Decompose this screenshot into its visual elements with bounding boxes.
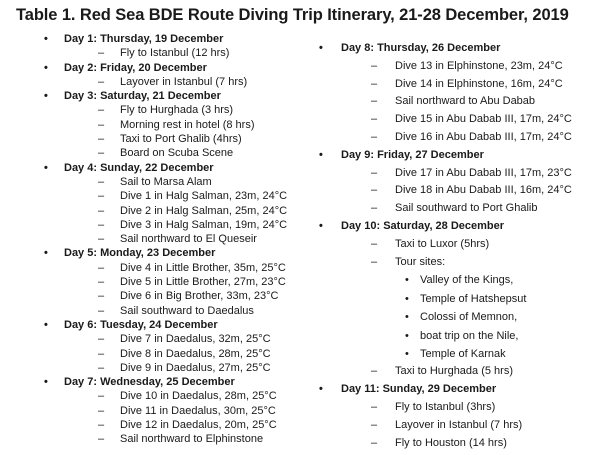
day-activities <box>341 165 602 218</box>
activity-item <box>64 432 312 446</box>
tour-site-item <box>341 345 602 363</box>
bullet-icon: • <box>44 90 48 103</box>
dash-icon: – <box>98 276 105 289</box>
day-heading: Day 3: Saturday, 21 December <box>64 90 221 103</box>
tour-site-item <box>341 308 602 326</box>
dash-icon: – <box>371 418 378 431</box>
dash-icon: – <box>98 175 105 188</box>
dash-icon: – <box>371 95 378 108</box>
activity-item <box>64 361 312 375</box>
bullet-icon: • <box>405 274 409 287</box>
dash-icon: – <box>371 400 378 413</box>
activity-text: Taxi to Hurghada (5 hrs) <box>395 365 513 378</box>
day-activities <box>64 75 312 89</box>
activity-item <box>64 175 312 189</box>
dash-icon: – <box>371 59 378 72</box>
dash-icon: – <box>98 75 105 88</box>
dash-icon: – <box>98 190 105 203</box>
activity-text: Tour sites: <box>395 255 446 268</box>
activity-item <box>64 118 312 132</box>
day-heading: Day 1: Thursday, 19 December <box>64 33 224 45</box>
activity-item <box>64 189 312 203</box>
bullet-icon: • <box>405 329 409 342</box>
activity-text: Dive 9 in Daedalus, 27m, 25°C <box>120 361 271 374</box>
bullet-icon: • <box>44 318 48 331</box>
activity-text: Dive 17 in Abu Dabab III, 17m, 23°C <box>395 166 572 179</box>
tour-site-text: boat trip on the Nile, <box>420 329 519 342</box>
activity-item <box>64 389 312 403</box>
activity-text: Sail northward to Abu Dabab <box>395 95 536 108</box>
dash-icon: – <box>98 233 105 246</box>
day-heading: Day 11: Sunday, 29 December <box>341 383 497 396</box>
day-activities <box>64 46 312 60</box>
activity-item <box>64 232 312 246</box>
bullet-icon: • <box>44 33 48 45</box>
tour-site-text: Valley of the Kings, <box>420 274 514 287</box>
activity-item <box>341 165 602 183</box>
day-activities <box>341 58 602 147</box>
activity-item <box>64 304 312 318</box>
day-activities <box>64 175 312 246</box>
day-heading: Day 5: Monday, 23 December <box>64 247 216 260</box>
dash-icon: – <box>98 304 105 317</box>
dash-icon: – <box>371 255 378 268</box>
activity-item <box>64 103 312 117</box>
activity-item <box>64 332 312 346</box>
activity-item <box>341 254 602 272</box>
tour-sites-list <box>341 271 602 363</box>
activity-item <box>64 289 312 303</box>
bullet-icon: • <box>319 148 323 161</box>
activity-text: Morning rest in hotel (8 hrs) <box>120 118 255 131</box>
activity-item <box>64 404 312 418</box>
activity-item <box>64 204 312 218</box>
day-entry <box>42 89 312 160</box>
day-heading: Day 2: Friday, 20 December <box>64 61 207 74</box>
tour-site-text: Temple of Karnak <box>420 347 506 360</box>
day-entry <box>42 32 312 61</box>
dash-icon: – <box>371 202 378 215</box>
dash-icon: – <box>371 77 378 90</box>
activity-text: Dive 8 in Daedalus, 28m, 25°C <box>120 347 271 360</box>
day-activities <box>64 103 312 160</box>
activity-text: Dive 6 in Big Brother, 33m, 23°C <box>120 290 279 303</box>
activity-text: Sail southward to Daedalus <box>120 304 254 317</box>
tour-site-item <box>341 327 602 345</box>
dash-icon: – <box>371 365 378 378</box>
activity-text: Taxi to Port Ghalib (4hrs) <box>120 133 242 146</box>
day-activities <box>341 399 602 452</box>
dash-icon: – <box>371 113 378 126</box>
activity-text: Board on Scuba Scene <box>120 147 234 160</box>
day-entry <box>42 246 312 317</box>
day-heading: Day 10: Saturday, 28 December <box>341 219 505 232</box>
tour-site-text: Temple of Hatshepsut <box>420 292 527 305</box>
activity-text: Sail northward to El Queseir <box>120 233 257 246</box>
bullet-icon: • <box>405 292 409 305</box>
dash-icon: – <box>98 133 105 146</box>
day-entry <box>42 375 312 446</box>
day-entry <box>317 40 602 147</box>
activity-text: Dive 10 in Daedalus, 28m, 25°C <box>120 390 277 403</box>
dash-icon: – <box>98 333 105 346</box>
activity-text: Dive 2 in Halg Salman, 25m, 24°C <box>120 204 288 217</box>
activity-text: Dive 1 in Halg Salman, 23m, 24°C <box>120 190 288 203</box>
activity-item <box>64 75 312 89</box>
day-entry <box>317 218 602 381</box>
day-activities <box>64 389 312 446</box>
activity-item <box>341 111 602 129</box>
dash-icon: – <box>98 390 105 403</box>
itinerary-right-column <box>317 40 602 452</box>
day-activities <box>64 332 312 375</box>
activity-item <box>64 275 312 289</box>
activity-text: Dive 14 in Elphinstone, 16m, 24°C <box>395 77 563 90</box>
dash-icon: – <box>98 47 105 60</box>
activity-item <box>341 417 602 435</box>
bullet-icon: • <box>405 347 409 360</box>
day-entry <box>317 381 602 452</box>
activity-item <box>341 93 602 111</box>
dash-icon: – <box>371 166 378 179</box>
day-heading: Day 4: Sunday, 22 December <box>64 161 214 174</box>
dash-icon: – <box>371 130 378 143</box>
activity-item <box>64 347 312 361</box>
dash-icon: – <box>98 347 105 360</box>
dash-icon: – <box>98 147 105 160</box>
day-heading: Day 9: Friday, 27 December <box>341 148 484 161</box>
activity-item <box>64 132 312 146</box>
tour-site-text: Colossi of Memnon, <box>420 311 518 324</box>
activity-item <box>341 363 602 381</box>
day-entry <box>42 161 312 247</box>
day-entry <box>317 147 602 218</box>
activity-item <box>341 76 602 94</box>
bullet-icon: • <box>319 219 323 232</box>
bullet-icon: • <box>44 247 48 260</box>
activity-item <box>341 236 602 254</box>
bullet-icon: • <box>405 311 409 324</box>
activity-item <box>64 218 312 232</box>
dash-icon: – <box>371 237 378 250</box>
activity-text: Dive 3 in Halg Salman, 19m, 24°C <box>120 218 288 231</box>
activity-item <box>341 399 602 417</box>
day-activities <box>341 236 602 381</box>
itinerary-left-column <box>42 32 312 447</box>
dash-icon: – <box>371 436 378 449</box>
day-heading: Day 6: Tuesday, 24 December <box>64 318 218 331</box>
dash-icon: – <box>98 404 105 417</box>
activity-text: Layover in Istanbul (7 hrs) <box>120 75 248 88</box>
document-title: Table 1. Red Sea BDE Route Diving Trip Itinerary, 21-28 December, 2019 <box>16 6 569 24</box>
activity-item <box>341 435 602 453</box>
bullet-icon: • <box>319 383 323 396</box>
activity-text: Layover in Istanbul (7 hrs) <box>395 418 523 431</box>
day-activities <box>64 261 312 318</box>
activity-text: Dive 11 in Daedalus, 30m, 25°C <box>120 404 276 417</box>
activity-item <box>64 46 312 60</box>
bullet-icon: • <box>319 42 323 54</box>
activity-text: Dive 18 in Abu Dabab III, 16m, 24°C <box>395 184 572 197</box>
dash-icon: – <box>98 118 105 131</box>
activity-text: Taxi to Luxor (5hrs) <box>395 237 490 250</box>
dash-icon: – <box>98 361 105 374</box>
dash-icon: – <box>98 218 105 231</box>
dash-icon: – <box>98 290 105 303</box>
activity-item <box>341 129 602 147</box>
activity-item <box>64 418 312 432</box>
activity-text: Fly to Istanbul (12 hrs) <box>120 47 230 60</box>
dash-icon: – <box>98 204 105 217</box>
bullet-icon: • <box>44 61 48 74</box>
activity-text: Dive 12 in Daedalus, 20m, 25°C <box>120 419 277 432</box>
activity-text: Sail to Marsa Alam <box>120 175 212 188</box>
activity-text: Fly to Houston (14 hrs) <box>395 436 507 449</box>
day-heading: Day 7: Wednesday, 25 December <box>64 376 235 389</box>
activity-item <box>64 146 312 160</box>
activity-item <box>341 182 602 200</box>
activity-item <box>341 58 602 76</box>
activity-text: Dive 15 in Abu Dabab III, 17m, 24°C <box>395 113 572 126</box>
bullet-icon: • <box>44 376 48 389</box>
activity-text: Dive 7 in Daedalus, 32m, 25°C <box>120 333 271 346</box>
bullet-icon: • <box>44 161 48 174</box>
activity-item <box>341 200 602 218</box>
activity-text: Dive 16 in Abu Dabab III, 17m, 24°C <box>395 130 572 143</box>
dash-icon: – <box>371 184 378 197</box>
dash-icon: – <box>98 261 105 274</box>
dash-icon: – <box>98 104 105 117</box>
dash-icon: – <box>98 419 105 432</box>
day-heading: Day 8: Thursday, 26 December <box>341 42 501 54</box>
activity-text: Sail southward to Port Ghalib <box>395 202 538 215</box>
activity-text: Sail northward to Elphinstone <box>120 433 264 446</box>
activity-text: Dive 5 in Little Brother, 27m, 23°C <box>120 276 286 289</box>
activity-text: Dive 13 in Elphinstone, 23m, 24°C <box>395 59 563 72</box>
tour-site-item <box>341 271 602 289</box>
activity-text: Fly to Hurghada (3 hrs) <box>120 104 234 117</box>
activity-text: Fly to Istanbul (3hrs) <box>395 400 496 413</box>
activity-text: Dive 4 in Little Brother, 35m, 25°C <box>120 261 286 274</box>
day-entry <box>42 61 312 90</box>
day-entry <box>42 318 312 375</box>
tour-site-item <box>341 290 602 308</box>
dash-icon: – <box>98 433 105 446</box>
activity-item <box>64 261 312 275</box>
